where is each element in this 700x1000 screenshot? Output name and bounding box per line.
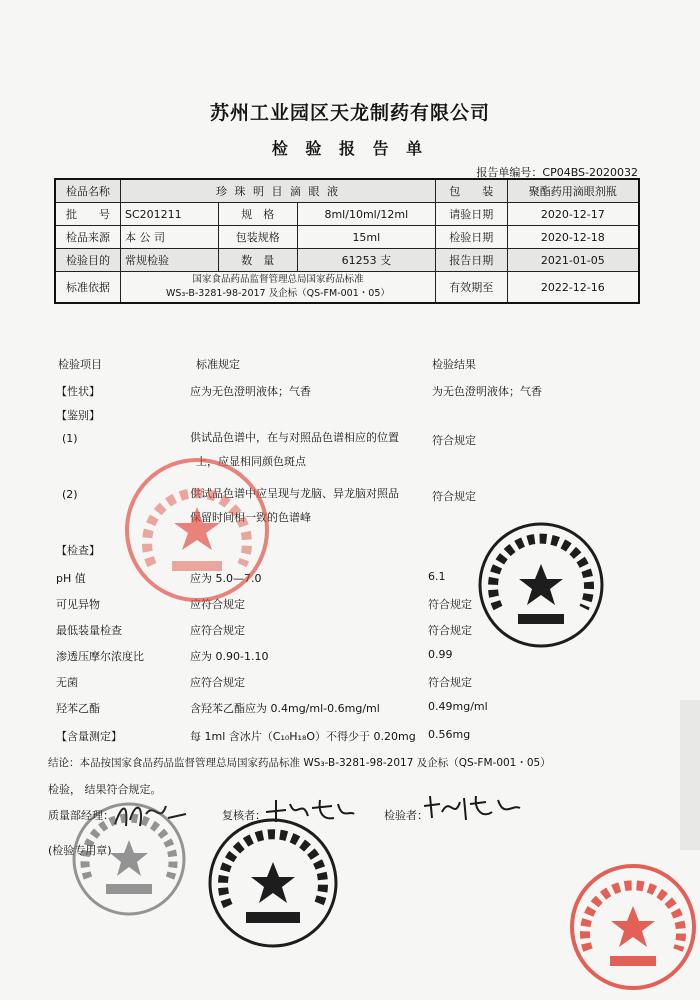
- check-row-standard: 应为 5.0—7.0: [190, 572, 262, 585]
- identification-2-result: 符合规定: [432, 490, 476, 503]
- check-row-standard: 应符合规定: [190, 676, 245, 689]
- inspector-label: 检验者：: [384, 809, 428, 822]
- pack-spec-label: 包装规格: [218, 226, 297, 249]
- conclusion-line-2: 检验， 结果符合规定。: [48, 783, 162, 796]
- col-result-heading: 检验结果: [432, 358, 476, 371]
- package-label: 包 装: [435, 179, 507, 203]
- assay-result: 0.56mg: [428, 728, 471, 741]
- red-seal-stamp-1: [122, 455, 272, 605]
- batch-value: SC201211: [121, 203, 219, 226]
- check-row-standard: 应符合规定: [190, 598, 245, 611]
- check-row-standard: 应为 0.90-1.10: [190, 650, 269, 663]
- black-seal-stamp-2: [206, 816, 340, 950]
- company-name: 苏州工业园区天龙制药有限公司: [209, 102, 490, 124]
- report-date-label: 报告日期: [435, 249, 507, 272]
- basis-line-2: WS₃-B-3281-98-2017 及企标（QS-FM-001・05）: [166, 288, 390, 299]
- identification-2-standard-line-2: 保留时间相一致的色谱峰: [190, 511, 311, 524]
- check-row-item: 羟苯乙酯: [56, 702, 100, 715]
- basis-label: 标准依据: [55, 272, 121, 304]
- identification-1-number: (1): [62, 432, 78, 445]
- identification-title: 【鉴别】: [56, 409, 100, 422]
- inspector-signature: [420, 790, 524, 824]
- test-date-value: 2020-12-18: [507, 226, 639, 249]
- request-date-label: 请验日期: [435, 203, 507, 226]
- check-row-standard: 应符合规定: [190, 624, 245, 637]
- identification-2-standard-line-1: 供试品色谱中应呈现与龙脑、异龙脑对照品: [190, 487, 399, 500]
- scan-edge-shadow: [680, 700, 700, 850]
- check-row-result: 符合规定: [428, 598, 472, 611]
- basis-line-1: 国家食品药品监督管理总局国家药品标准: [192, 274, 364, 285]
- assay-title: 【含量测定】: [56, 730, 122, 743]
- check-row-result: 0.49mg/ml: [428, 700, 488, 713]
- properties-standard: 应为无色澄明液体；气香: [190, 385, 311, 398]
- pack-spec-value: 15ml: [297, 226, 435, 249]
- package-value: 聚酯药用滴眼剂瓶: [507, 179, 639, 203]
- check-row-result: 0.99: [428, 648, 453, 661]
- check-row-item: 最低装量检查: [56, 624, 122, 637]
- check-row-item: 无菌: [56, 676, 78, 689]
- product-info-table: [54, 178, 640, 304]
- check-row-item: 可见异物: [56, 598, 100, 611]
- qty-value: 61253 支: [297, 249, 435, 272]
- red-seal-stamp-2: [568, 862, 698, 992]
- valid-label: 有效期至: [435, 272, 507, 304]
- qa-manager-label: 质量部经理：: [48, 809, 114, 822]
- check-row-standard: 含羟苯乙酯应为 0.4mg/ml-0.6mg/ml: [190, 702, 380, 715]
- valid-value: 2022-12-16: [507, 272, 639, 304]
- purpose-value: 常规检验: [121, 249, 219, 272]
- col-standard-heading: 标准规定: [196, 358, 240, 371]
- seal-label: (检验专用章): [48, 844, 112, 857]
- check-row-result: 6.1: [428, 570, 446, 583]
- spec-value: 8ml/10ml/12ml: [297, 203, 435, 226]
- checks-title: 【检查】: [56, 544, 100, 557]
- source-label: 检品来源: [55, 226, 121, 249]
- spec-label: 规 格: [218, 203, 297, 226]
- batch-label: 批 号: [55, 203, 121, 226]
- qty-label: 数 量: [218, 249, 297, 272]
- properties-title: 【性状】: [56, 385, 100, 398]
- reviewer-label: 复核者：: [222, 809, 266, 822]
- properties-result: 为无色澄明液体；气香: [432, 385, 542, 398]
- check-row-item: pH 值: [56, 572, 86, 585]
- check-row-item: 渗透压摩尔浓度比: [56, 650, 144, 663]
- purpose-label: 检验目的: [55, 249, 121, 272]
- product-name: 珍 珠 明 目 滴 眼 液: [121, 179, 436, 203]
- assay-standard: 每 1ml 含冰片（C₁₀H₁₈O）不得少于 0.20mg: [190, 730, 416, 743]
- document-title: 检 验 报 告 单: [271, 139, 429, 158]
- basis-value: [121, 272, 436, 304]
- product-name-label: 检品名称: [55, 179, 121, 203]
- gray-seal-stamp: [70, 800, 188, 918]
- identification-1-standard-line-1: 供试品色谱中，在与对照品色谱相应的位置: [190, 431, 399, 444]
- request-date-value: 2020-12-17: [507, 203, 639, 226]
- conclusion-line-1: 结论：本品按国家食品药品监督管理总局国家药品标准 WS₃-B-3281-98-2017 及企标（QS-FM-001・05）: [48, 757, 551, 769]
- identification-2-number: (2): [62, 488, 78, 501]
- col-item-heading: 检验项目: [58, 358, 102, 371]
- identification-1-result: 符合规定: [432, 434, 476, 447]
- check-row-result: 符合规定: [428, 676, 472, 689]
- report-number: 报告单编号：CP04BS-2020032: [476, 166, 638, 179]
- check-row-result: 符合规定: [428, 624, 472, 637]
- black-seal-stamp-1: [476, 520, 606, 650]
- source-value: 本 公 司: [121, 226, 219, 249]
- test-date-label: 检验日期: [435, 226, 507, 249]
- identification-1-standard-line-2: 上，应显相同颜色斑点: [196, 455, 306, 468]
- report-date-value: 2021-01-05: [507, 249, 639, 272]
